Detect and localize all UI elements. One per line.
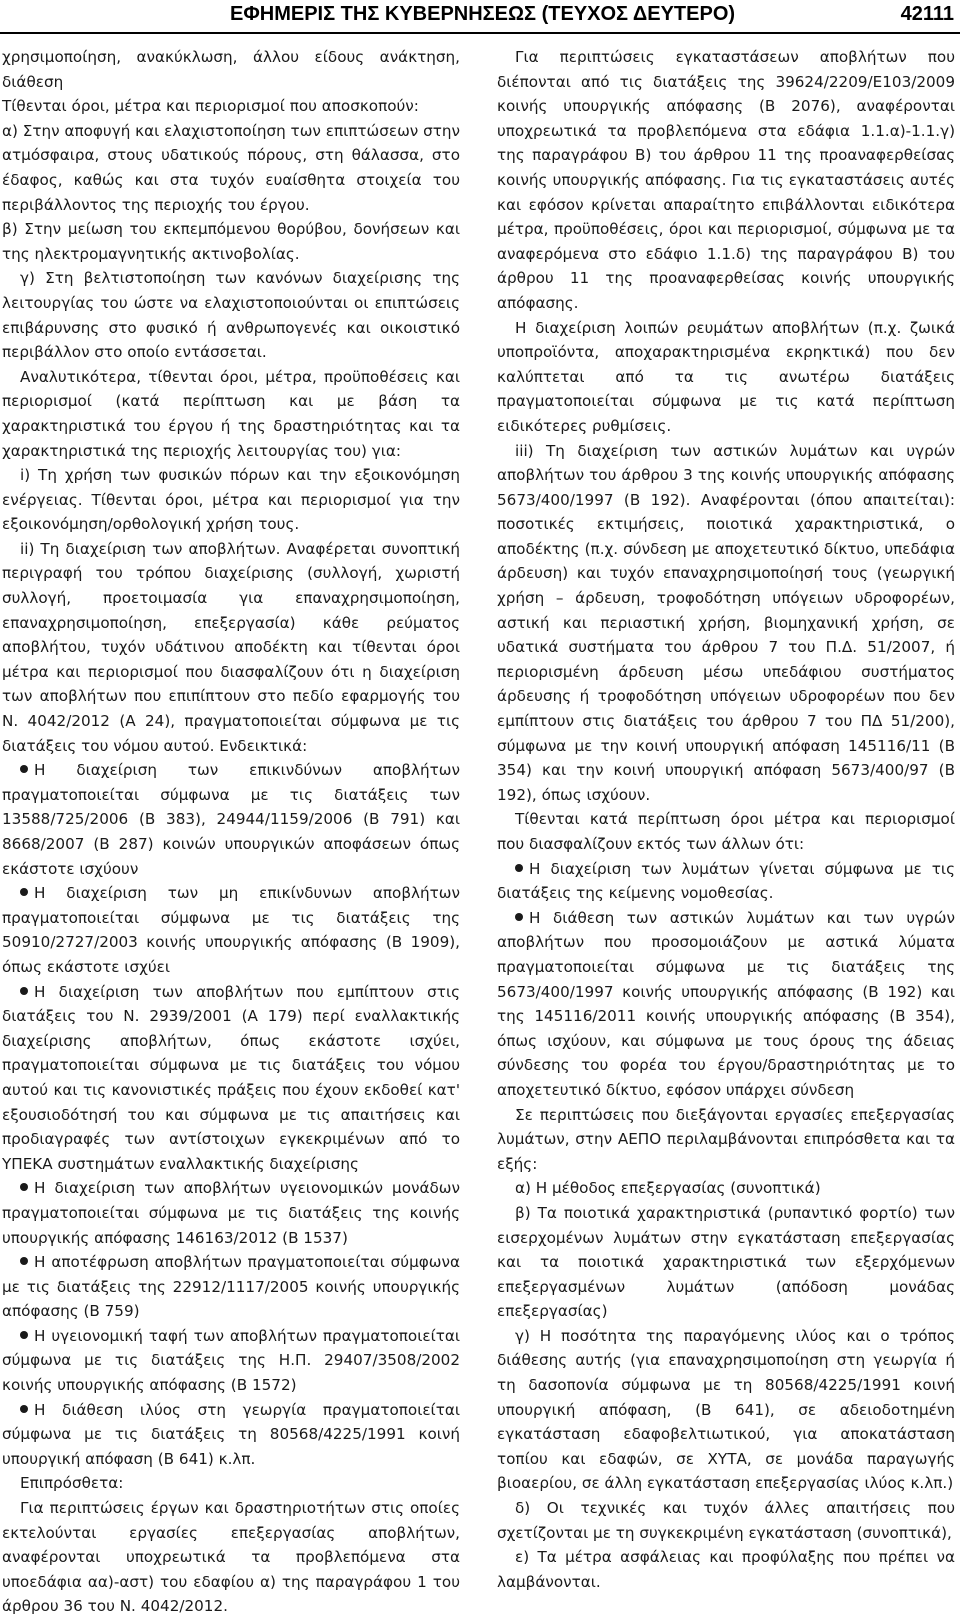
paragraph-text: Επιπρόσθετα: [20,1474,124,1493]
paragraph-text: ε) Τα μέτρα ασφάλειας και προφύλαξης που πρέπει να λαμβάνονται. [497,1548,955,1591]
paragraph-text: γ) Στη βελτιστοποίηση των κανόνων διαχείρισης της λειτουργίας του ώστε να ελαχιστοποιούνται οι επιπτώσεις επιβάρυνσης στο φυσικό ή ανθρωπογενές και οικοιστικό περιβάλλον στο οποίο εντάσσεται. [2,269,460,362]
paragraph-text: α) Η μέθοδος επεξεργασίας (συνοπτικά) [515,1179,821,1198]
gazette-title: ΕΦΗΜΕΡΙΣ ΤΗΣ ΚΥΒΕΡΝΗΣΕΩΣ (ΤΕΥΧΟΣ ΔΕΥΤΕΡΟ) [230,3,736,25]
paragraph-text: Η διαχείριση των λυμάτων γίνεται σύμφωνα με τις διατάξεις της κείμενης νομοθεσίας. [497,859,955,903]
paragraph-text: Η διαχείριση των αποβλήτων που εμπίπτουν στις διατάξεις του Ν. 2939/2001 (Α 179) περί εναλλακτικής διαχείρισης αποβλήτων, όπως εκάστοτε ισχύει, πραγματοποιείται σύμφωνα με τις διατάξεις του νόμου αυτού και τις κανονιστικές πράξεις που έχουν εκδοθεί κατ' εξουσιοδότησή του και σύμφωνα με τις απαιτήσεις και προδιαγραφές των αντίστοιχων εγκεκριμένων από το ΥΠΕΚΑ συστημάτων εναλλακτικής διαχείρισης [2,982,460,1173]
paragraph-text: iii) Τη διαχείριση των αστικών λυμάτων και υγρών αποβλήτων του άρθρου 3 της κοινής υπουργικής απόφασης 5673/400/1997 (Β 192). Αναφέρονται (όπου απαιτείται): ποσοτικές εκτιμήσεις, ποιοτικά χαρακτηριστικά, ο αποδέκτης (π.χ. σύνδεση με αποχετευτικό δίκτυο, υπεδάφια άρδευση) και τυχόν επαναχρησιμοποίησή τους (γεωργική χρήση – άρδευση, τροφοδότηση υπόγειων υδροφορέων, αστική και περιαστική χρήση, βιομηχανική χρήση, σε υδατικά συστήματα του άρθρου 7 του Π.Δ. 51/2007, ή περιορισμένη άρδευση μέσω υπεδάφιου συστήματος άρδευσης ή τροφοδότηση υπόγειων υδροφορέων που δεν εμπίπτουν στις διατάξεις του άρθρου 7 του ΠΔ 51/200), σύμφωνα με την κοινή υπουργική απόφαση 145116/11 (Β 354) και την κοινή υπουργική απόφαση 5673/400/97 (Β 192), όπως ισχύουν. [497,441,955,804]
paragraph-text: β) Τα ποιοτικά χαρακτηριστικά (ρυπαντικό φορτίο) των εισερχομένων λυμάτων στην εγκατάσταση επεξεργασίας και τα ποιοτικά χαρακτηριστικά των εξερχόμενων επεξεργασμένων λυμάτων (απόδοση μονάδας επεξεργασίας) [497,1203,955,1321]
text-paragraph [497,1103,955,1177]
bullet-paragraph [497,906,955,1103]
paragraph-text: ii) Τη διαχείριση των αποβλήτων. Αναφέρεται συνοπτική περιγραφή του τρόπου διαχείρισης (συλλογή, χωριστή συλλογή, προετοιμασία για επαναχρησιμοποίηση, επαναχρησιμοποίηση, επεξεργασία) κάθε ρεύματος αποβλήτου, τυχόν υδάτινου αποδέκτη και τίθενται όροι μέτρα και περιορισμοί που διασφαλίζουν ότι η διαχείριση των αποβλήτων που επιπίπτουν στο πεδίο εφαρμογής του Ν. 4042/2012 (Α 24), πραγματοποιείται σύμφωνα με τις διατάξεις του νόμου αυτού. Ενδεικτικά: [2,539,460,755]
text-paragraph [2,119,460,217]
page-number: 42111 [900,3,954,25]
text-paragraph [497,1176,955,1201]
bullet-paragraph [2,881,460,979]
paragraph-text: Η διάθεση ιλύος στη γεωργία πραγματοποιείται σύμφωνα με τις διατάξεις τη 80568/4225/1991 κοινή υπουργική απόφαση (Β 641) κ.λπ. [2,1400,460,1468]
page-header [0,3,960,31]
text-paragraph [497,807,955,856]
paragraph-text: Η διαχείριση των αποβλήτων υγειονομικών μονάδων πραγματοποιείται σύμφωνα με τις διατάξεις της κοινής υπουργικής απόφασης 146163/2012 (Β 1537) [2,1179,460,1247]
bullet-paragraph [497,857,955,906]
text-paragraph [497,1496,955,1545]
paragraph-text: Τίθενται όροι, μέτρα και περιορισμοί που αποσκοπούν: [2,97,419,116]
text-paragraph [2,1496,460,1619]
paragraph-text: Για περιπτώσεις έργων και δραστηριοτήτων στις οποίες εκτελούνται εργασίες επεξεργασίας αποβλήτων, αναφέρονται υποχρεωτικά τα προβλεπόμενα στα υποεδάφια αα)-αστ) του εδαφίου α) της παραγράφου 1 του άρθρου 36 του Ν. 4042/2012. [2,1499,460,1616]
paragraph-text: Σε περιπτώσεις που διεξάγονται εργασίες επεξεργασίας λυμάτων, στην ΑΕΠΟ περιλαμβάνονται επιπρόσθετα και τα εξής: [497,1105,955,1173]
text-paragraph [497,1545,955,1594]
bullet-paragraph [2,1398,460,1472]
text-paragraph [497,1201,955,1324]
text-paragraph [2,1471,460,1496]
bullet-dot-icon [515,913,523,921]
bullet-paragraph [2,1176,460,1250]
text-paragraph [2,463,460,537]
text-paragraph [497,45,955,316]
bullet-dot-icon [20,1331,28,1339]
text-paragraph [2,266,460,364]
text-paragraph [2,45,460,94]
header-rule [0,32,960,34]
bullet-dot-icon [20,765,28,773]
paragraph-text: Η διαχείριση των επικινδύνων αποβλήτων πραγματοποιείται σύμφωνα με τις διατάξεις των 13588/725/2006 (Β 383), 24944/1159/2006 (Β 791) και 8668/2007 (Β 287) κοινών υπουργικών αποφάσεων όπως εκάστοτε ισχύουν [2,761,460,878]
bullet-paragraph [2,980,460,1177]
left-text-column [2,45,460,1619]
text-paragraph [497,439,955,808]
text-paragraph [497,1324,955,1496]
bullet-dot-icon [20,888,28,896]
bullet-dot-icon [20,1257,28,1265]
text-paragraph [2,537,460,758]
bullet-dot-icon [515,864,523,872]
bullet-dot-icon [20,987,28,995]
text-paragraph [2,365,460,463]
paragraph-text: Τίθενται κατά περίπτωση όροι μέτρα και περιορισμοί που διασφαλίζουν εκτός των άλλων ότι: [497,810,955,853]
bullet-dot-icon [20,1405,28,1413]
paragraph-text: Η διαχείριση λοιπών ρευμάτων αποβλήτων (π.χ. ζωικά υποπροϊόντα, αποχαρακτηρισμένα εκρηκτικά) που δεν καλύπτεται από τα τις ανωτέρω διατάξεις πραγματοποιείται σύμφωνα με τις κατά περίπτωση ειδικότερες ρυθμίσεις. [497,318,955,435]
text-paragraph [497,316,955,439]
bullet-paragraph [2,1324,460,1398]
paragraph-text: i) Τη χρήση των φυσικών πόρων και την εξοικονόμηση ενέργειας. Τίθενται όροι, μέτρα και περιορισμοί για την εξοικονόμηση/ορθολογική χρήση τους. [2,466,460,534]
paragraph-text: α) Στην αποφυγή και ελαχιστοποίηση των επιπτώσεων στην ατμόσφαιρα, στους υδατικούς πόρους, στη θάλασσα, στο έδαφος, καθώς και στα τυχόν ευαίσθητα στοιχεία του περιβάλλοντος της περιοχής του έργου. [2,121,460,214]
right-text-column [497,45,955,1594]
text-paragraph [2,217,460,266]
bullet-dot-icon [20,1183,28,1191]
paragraph-text: Η υγειονομική ταφή των αποβλήτων πραγματοποιείται σύμφωνα με τις διατάξεις της Η.Π. 29407/3508/2002 κοινής υπουργικής απόφασης (Β 1572) [2,1326,460,1395]
paragraph-text: χρησιμοποίηση, ανακύκλωση, άλλου είδους ανάκτηση, διάθεση [2,48,460,91]
paragraph-text: δ) Οι τεχνικές και τυχόν άλλες απαιτήσεις που σχετίζονται με τη συγκεκριμένη εγκατάσταση (συνοπτικά), [497,1499,955,1542]
paragraph-text: Η διαχείριση των μη επικίνδυνων αποβλήτων πραγματοποιείται σύμφωνα με τις διατάξεις της 50910/2727/2003 κοινής υπουργικής απόφασης (Β 1909), όπως εκάστοτε ισχύει [2,884,460,976]
text-paragraph [2,94,460,119]
paragraph-text: β) Στην μείωση του εκπεμπόμενου θορύβου, δονήσεων και της ηλεκτρομαγνητικής ακτινοβολίας. [2,220,460,263]
paragraph-text: Η διάθεση των αστικών λυμάτων και των υγρών αποβλήτων που προσομοιάζουν με αστικά λύματα πραγματοποιείται σύμφωνα με τις διατάξεις της 5673/400/1997 κοινής υπουργικής απόφασης (Β 192) και της 145116/2011 κοινής υπουργικής απόφασης (Β 354), όπως ισχύουν, και σύμφωνα με τους όρους της άδειας σύνδεσης του φορέα του έργου/δραστηριότητας με το αποχετευτικό δίκτυο, εφόσον υπάρχει σύνδεση [497,908,955,1099]
bullet-paragraph [2,758,460,881]
paragraph-text: Για περιπτώσεις εγκαταστάσεων αποβλήτων που διέπονται από τις διατάξεις της 39624/2209/Ε103/2009 κοινής υπουργικής απόφασης (Β 2076), αναφέρονται υποχρεωτικά τα προβλεπόμενα στα εδάφια 1.1.α)-1.1.γ) της παραγράφου Β) του άρθρου 11 της προαναφερθείσας κοινής υπουργικής απόφασης. Για τις εγκαταστάσεις αυτές και εφόσον κρίνεται απαραίτητο επιβάλλονται ειδικότερα μέτρα, προϋποθέσεις, όροι και περιορισμοί, σύμφωνα με τα αναφερόμενα στο εδάφιο 1.1.δ) της παραγράφου Β) του άρθρου 11 της προαναφερθείσας κοινής υπουργικής απόφασης. [497,48,955,312]
paragraph-text: γ) Η ποσότητα της παραγόμενης ιλύος και ο τρόπος διάθεσης αυτής (για επαναχρησιμοποίηση στη γεωργία ή τη δασοπονία σύμφωνα με τη 80568/4225/1991 κοινή υπουργική απόφαση, (Β 641), σε αδειοδοτημένη εγκατάσταση εδαφοβελτιωτικού, για αποκατάσταση τοπίου και εδαφών, σε ΧΥΤΑ, σε μονάδα παραγωγής βιοαερίου, σε άλλη εγκατάσταση επεξεργασίας ιλύος κ.λπ.) [497,1326,955,1493]
paragraph-text: Η αποτέφρωση αποβλήτων πραγματοποιείται σύμφωνα με τις διατάξεις της 22912/1117/2005 κοινής υπουργικής απόφασης (Β 759) [2,1253,460,1321]
paragraph-text: Αναλυτικότερα, τίθενται όροι, μέτρα, προϋποθέσεις και περιορισμοί (κατά περίπτωση και με βάση τα χαρακτηριστικά του έργου ή της δραστηριότητας και τα χαρακτηριστικά της περιοχής λειτουργίας του) για: [2,367,460,460]
bullet-paragraph [2,1250,460,1324]
